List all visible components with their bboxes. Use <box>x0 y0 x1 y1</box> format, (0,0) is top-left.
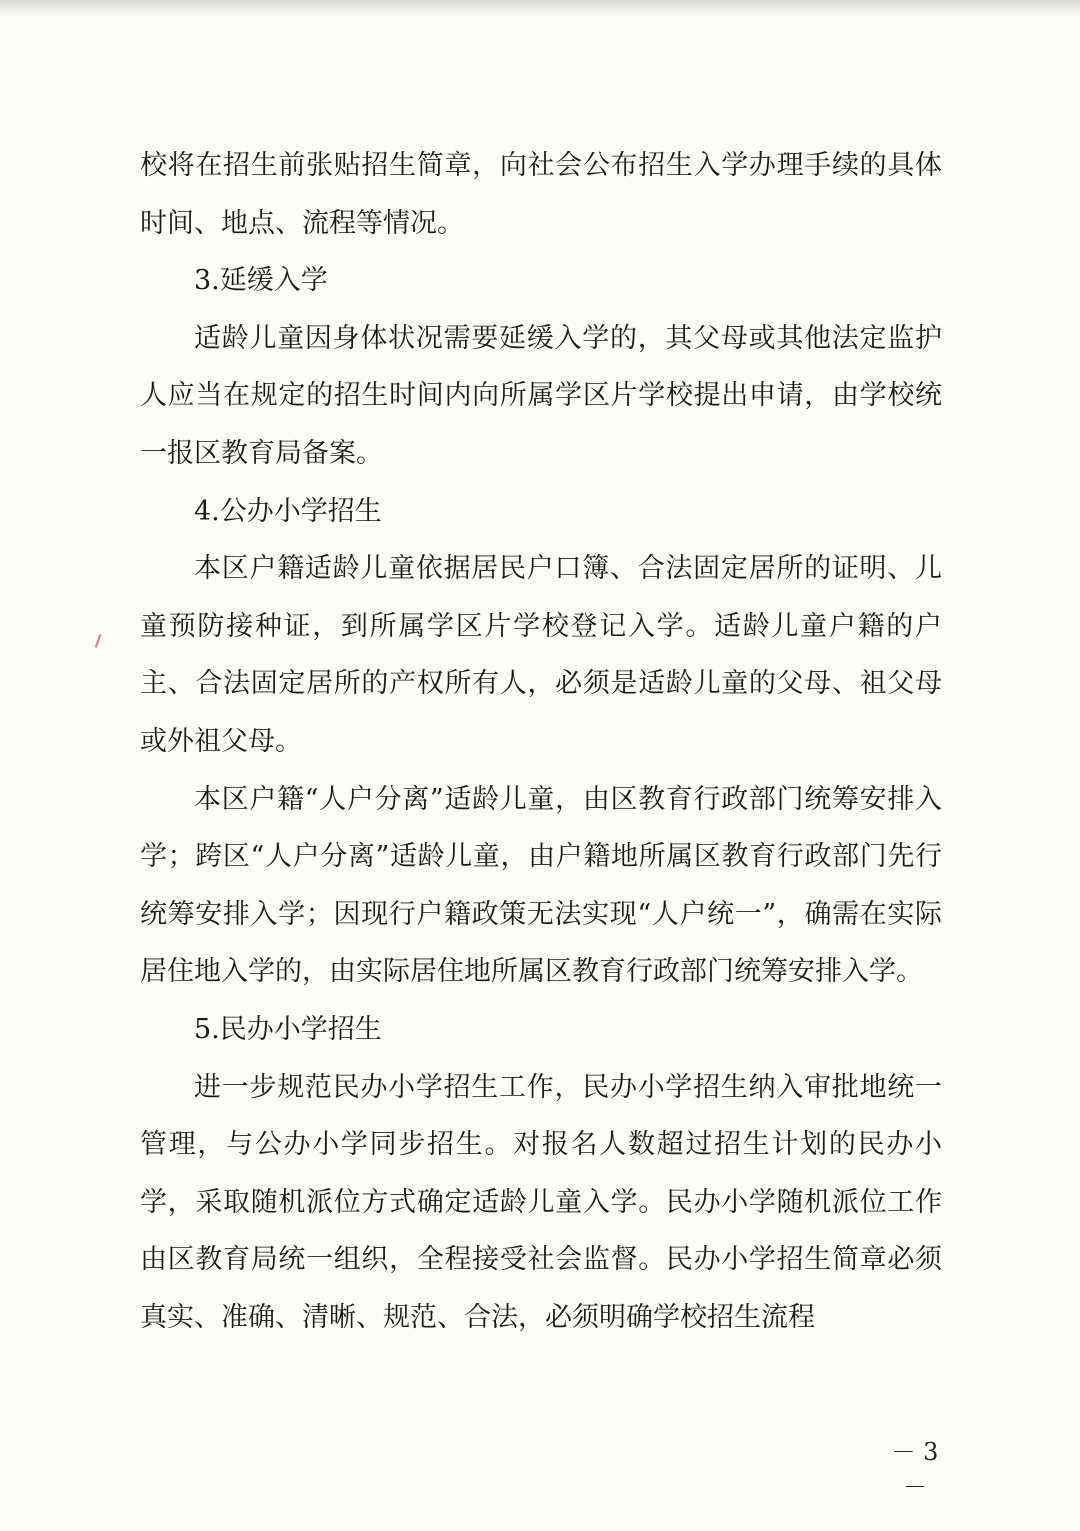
page-number: － 3 － <box>891 1438 939 1501</box>
ink-mark <box>95 634 102 648</box>
paragraph: 适龄儿童因身体状况需要延缓入学的，其父母或其他法定监护人应当在规定的招生时间内向所属学区片学校提出申请，由学校统一报区教育局备案。 <box>140 322 942 469</box>
paragraph: 校将在招生前张贴招生简章，向社会公布招生入学办理手续的具体时间、地点、流程等情况。 <box>140 150 942 239</box>
paragraph: 进一步规范民办小学招生工作，民办小学招生纳入审批地统一管理，与公办小学同步招生。对报名人数超过招生计划的民办小学，采取随机派位方式确定适龄儿童入学。民办小学随机派位工作由区教育局统一组织，全程接受社会监督。民办小学招生简章必须真实、准确、清晰、规范、合法，必须明确学校招生流程 <box>140 1071 942 1333</box>
paragraph: 本区户籍“人户分离”适龄儿童，由区教育行政部门统筹安排入学；跨区“人户分离”适龄儿童，由户籍地所属区教育行政部门先行统筹安排入学；因现行户籍政策无法实现“人户统一”，确需在实际居住地入学的，由实际居住地所属区教育行政部门统筹安排入学。 <box>140 783 942 988</box>
scan-top-edge <box>0 0 1080 18</box>
section-heading: 3.延缓入学 <box>194 265 328 297</box>
body-text <box>140 137 942 1346</box>
section-heading: 5.民办小学招生 <box>194 1013 382 1045</box>
paragraph: 本区户籍适龄儿童依据居民户口簿、合法固定居所的证明、儿童预防接种证，到所属学区片学校登记入学。适龄儿童户籍的户主、合法固定居所的产权所有人，必须是适龄儿童的父母、祖父母或外祖父母。 <box>140 553 942 757</box>
section-heading: 4.公办小学招生 <box>194 495 382 527</box>
